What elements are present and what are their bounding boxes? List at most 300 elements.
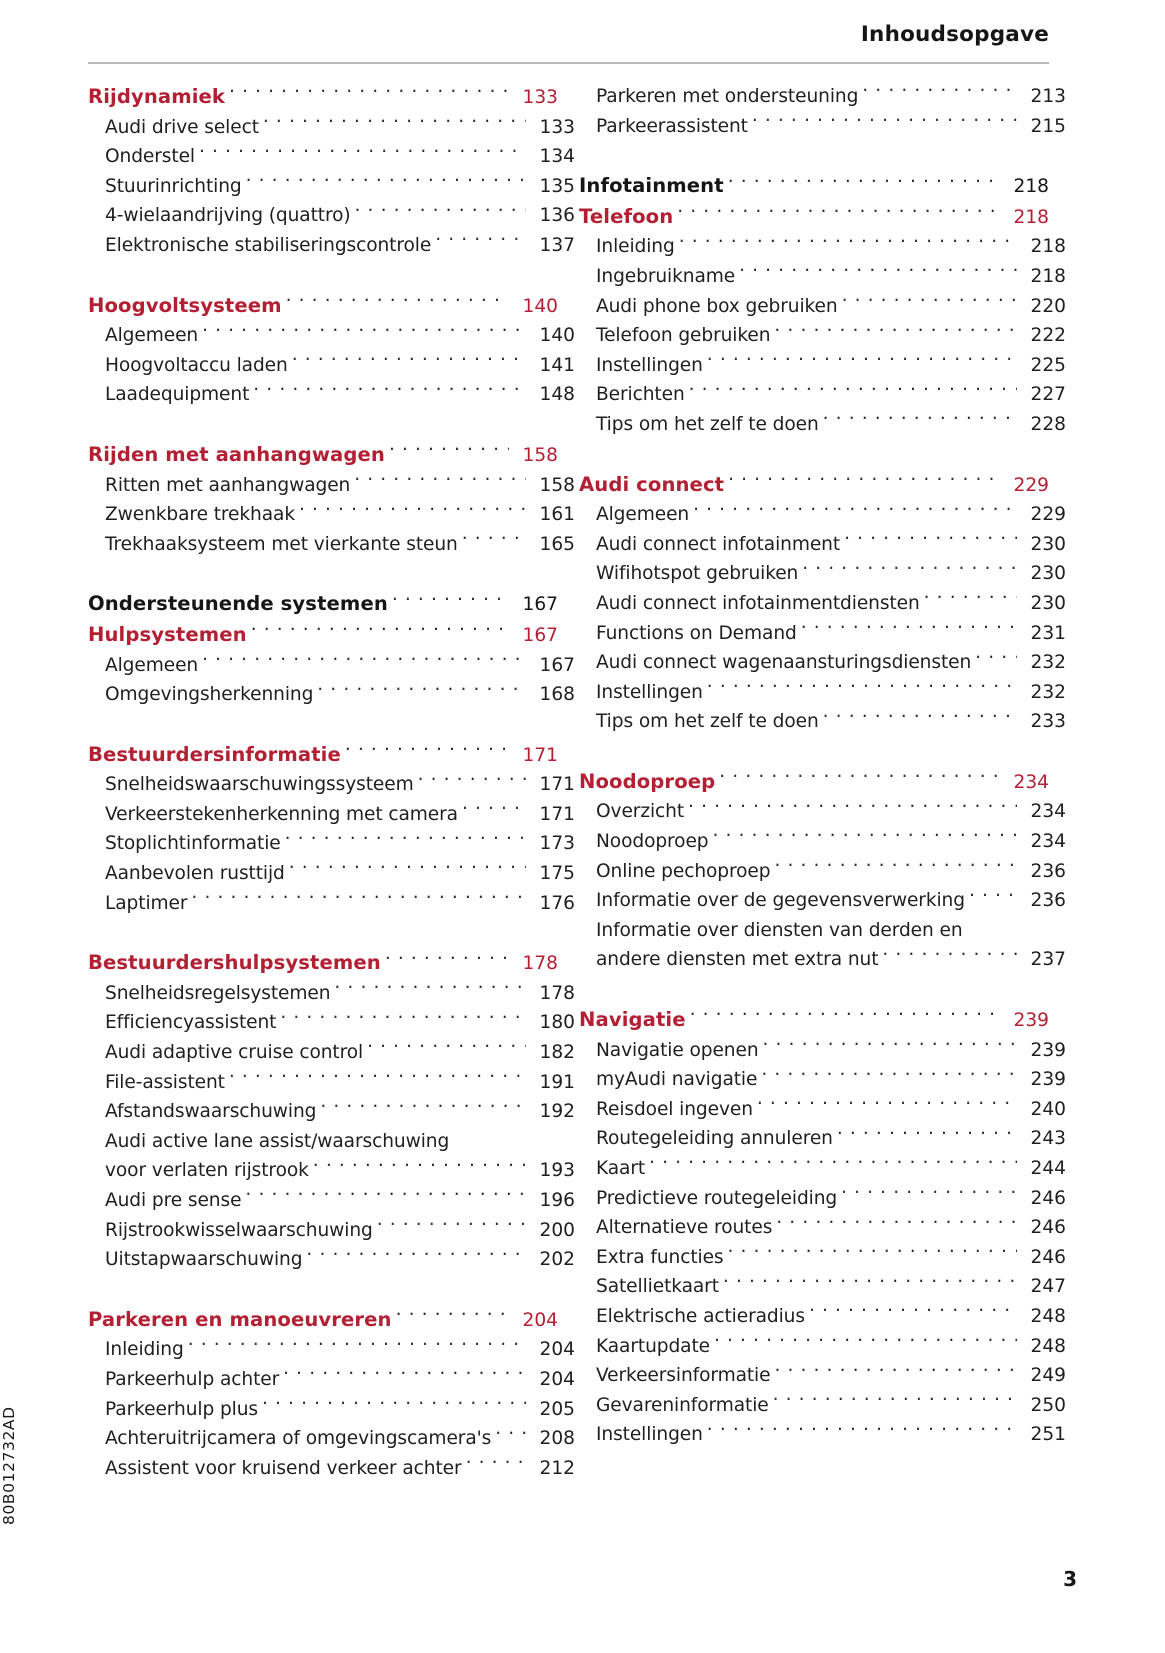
toc-entry[interactable] <box>579 1124 1066 1154</box>
toc-entry[interactable] <box>579 797 1066 827</box>
toc-leader-dots <box>707 1422 1017 1440</box>
toc-entry-page: 171 <box>539 803 575 825</box>
toc-entry-label: Bestuurdersinformatie <box>88 742 341 766</box>
toc-entry[interactable] <box>579 112 1066 142</box>
toc-entry[interactable] <box>579 1420 1066 1450</box>
toc-entry-label: Inleiding <box>596 236 675 258</box>
toc-entry[interactable] <box>88 1216 575 1246</box>
toc-leader-dots <box>292 353 526 371</box>
toc-leader-dots <box>975 650 1017 668</box>
toc-entry-label: Predictieve routegeleiding <box>596 1187 838 1209</box>
toc-entry-page: 220 <box>1030 295 1066 317</box>
toc-entry[interactable] <box>88 530 575 560</box>
toc-entry-label: Informatie over diensten van derden en <box>596 919 963 941</box>
toc-leader-dots <box>679 234 1017 252</box>
toc-entry-page: 202 <box>539 1249 575 1271</box>
toc-entry[interactable] <box>88 1186 575 1216</box>
toc-entry-label: Hulpsystemen <box>88 622 247 646</box>
toc-leader-dots <box>289 861 526 879</box>
toc-leader-dots <box>809 1304 1017 1322</box>
toc-entry[interactable] <box>88 770 575 800</box>
toc-leader-dots <box>841 1186 1017 1204</box>
toc-leader-dots <box>262 1397 526 1415</box>
toc-leader-dots <box>776 1215 1017 1233</box>
toc-entry-page: 243 <box>1030 1128 1066 1150</box>
toc-entry-label: Online pechoproep <box>596 860 771 882</box>
toc-entry[interactable] <box>88 1454 575 1484</box>
toc-entry-label: Algemeen <box>105 325 199 347</box>
toc-entry-label: Onderstel <box>105 146 195 168</box>
toc-leader-dots <box>739 264 1017 282</box>
toc-entry-label: Instellingen <box>596 681 703 703</box>
toc-section-heading[interactable] <box>88 948 558 979</box>
toc-entry[interactable] <box>579 1361 1066 1391</box>
toc-leader-dots <box>707 680 1017 698</box>
toc-entry-label: Zwenkbare trekhaak <box>105 504 295 526</box>
toc-leader-dots <box>462 532 526 550</box>
toc-columns <box>88 82 1066 1483</box>
toc-entry[interactable] <box>579 1272 1066 1302</box>
toc-entry-label: Instellingen <box>596 354 703 376</box>
toc-entry-label: Aanbevolen rusttijd <box>105 863 285 885</box>
toc-entry-page: 246 <box>1030 1187 1066 1209</box>
toc-entry-page: 218 <box>1013 176 1049 198</box>
toc-entry-page: 135 <box>539 175 575 197</box>
toc-entry[interactable] <box>88 1365 575 1395</box>
toc-entry[interactable] <box>88 859 575 889</box>
toc-entry[interactable] <box>88 1008 575 1038</box>
toc-entry-page: 167 <box>539 654 575 676</box>
toc-entry-page: 178 <box>522 953 558 975</box>
toc-section-heading[interactable] <box>579 470 1049 501</box>
toc-entry-wrapped-line1[interactable] <box>88 1127 575 1157</box>
toc-entry-page: 218 <box>1030 236 1066 258</box>
toc-entry[interactable] <box>88 172 575 202</box>
toc-entry-page: 244 <box>1030 1158 1066 1179</box>
toc-leader-dots <box>690 1008 1000 1026</box>
toc-entry-label: Stuurinrichting <box>105 175 242 197</box>
toc-entry[interactable] <box>579 530 1066 560</box>
toc-entry-page: 134 <box>539 146 575 168</box>
toc-entry-wrapped-line2[interactable] <box>88 1156 575 1186</box>
toc-leader-dots <box>723 1274 1017 1292</box>
toc-entry-page: 171 <box>539 774 575 796</box>
block-spacer <box>88 261 558 291</box>
toc-entry-page: 213 <box>1030 86 1066 107</box>
toc-entry[interactable] <box>88 1038 575 1068</box>
toc-entry-label: Ondersteunende systemen <box>88 592 388 616</box>
toc-entry-label: Audi connect wagenaansturingsdiensten <box>596 652 972 674</box>
toc-leader-dots <box>245 1188 526 1206</box>
toc-entry-page: 176 <box>539 892 575 914</box>
toc-entry-page: 248 <box>1030 1335 1066 1357</box>
toc-entry-page: 196 <box>539 1190 575 1211</box>
toc-entry[interactable] <box>579 678 1066 708</box>
toc-entry-page: 236 <box>1030 890 1066 912</box>
toc-entry-page: 137 <box>539 234 575 256</box>
toc-entry-page: 246 <box>1030 1246 1066 1268</box>
toc-entry-label: Navigatie openen <box>596 1039 759 1061</box>
toc-leader-dots <box>714 1334 1017 1352</box>
toc-section-heading[interactable] <box>579 767 1049 798</box>
toc-entry[interactable] <box>88 651 575 681</box>
toc-entry-label: Audi adaptive cruise control <box>105 1042 364 1064</box>
toc-entry-label: Noodoproep <box>596 831 709 853</box>
toc-leader-dots <box>191 891 526 909</box>
toc-entry-label: Parkeerhulp achter <box>105 1368 280 1390</box>
toc-entry-page: 136 <box>539 205 575 227</box>
toc-entry-page: 191 <box>539 1071 575 1093</box>
toc-leader-dots <box>677 205 1000 223</box>
toc-entry-label: Tips om het zelf te doen <box>596 711 819 733</box>
toc-entry[interactable] <box>88 500 575 530</box>
toc-entry-label: Infotainment <box>579 174 724 198</box>
toc-section-heading[interactable] <box>579 202 1049 233</box>
toc-entry-label: Telefoon gebruiken <box>596 325 771 347</box>
toc-entry-page: 180 <box>539 1012 575 1034</box>
toc-entry[interactable] <box>88 113 575 143</box>
toc-entry-page: 193 <box>539 1160 575 1182</box>
toc-entry[interactable] <box>579 559 1066 589</box>
toc-entry-label: File-assistent <box>105 1071 225 1093</box>
toc-entry-page: 237 <box>1030 949 1066 971</box>
block-spacer <box>579 141 1049 171</box>
toc-leader-dots <box>728 174 1000 192</box>
toc-leader-dots <box>774 1363 1017 1381</box>
toc-entry-wrapped-line1[interactable] <box>579 916 1066 946</box>
toc-entry-label: Omgevingsherkenning <box>105 684 314 706</box>
toc-entry-page: 232 <box>1030 652 1066 674</box>
toc-leader-dots <box>924 591 1017 609</box>
toc-entry[interactable] <box>88 142 575 172</box>
toc-entry-page: 165 <box>539 533 575 555</box>
toc-entry[interactable] <box>579 589 1066 619</box>
toc-entry-page: 234 <box>1030 831 1066 853</box>
toc-leader-dots <box>286 294 509 312</box>
toc-entry-label: Ritten met aanhangwagen <box>105 474 351 496</box>
toc-entry-page: 171 <box>522 744 558 766</box>
toc-entry-label: Audi active lane assist/waarschuwing <box>105 1130 450 1152</box>
toc-entry-page: 140 <box>539 325 575 347</box>
toc-entry-page: 229 <box>1013 474 1049 496</box>
toc-section-heading[interactable] <box>88 620 558 651</box>
toc-leader-dots <box>202 653 526 671</box>
toc-entry-page: 246 <box>1030 1217 1066 1239</box>
toc-entry[interactable] <box>88 1335 575 1365</box>
toc-entry-page: 212 <box>539 1457 575 1479</box>
toc-entry[interactable] <box>579 1184 1066 1214</box>
toc-entry-page: 230 <box>1030 533 1066 555</box>
toc-entry[interactable] <box>88 1395 575 1425</box>
toc-entry-label: Hoogvoltsysteem <box>88 293 282 317</box>
toc-entry-page: 239 <box>1013 1010 1049 1032</box>
toc-entry-page: 251 <box>1030 1424 1066 1446</box>
toc-leader-dots <box>774 323 1017 341</box>
toc-entry[interactable] <box>579 321 1066 351</box>
toc-entry-page: 158 <box>539 474 575 496</box>
toc-entry[interactable] <box>579 500 1066 530</box>
toc-entry-label: Uitstapwaarschuwing <box>105 1249 303 1271</box>
toc-entry-label: Elektronische stabiliseringscontrole <box>105 234 432 256</box>
toc-leader-dots <box>689 382 1017 400</box>
toc-entry-label: Audi phone box gebruiken <box>596 295 838 317</box>
toc-leader-dots <box>229 85 509 103</box>
toc-entry[interactable] <box>579 380 1066 410</box>
toc-leader-dots <box>801 621 1017 639</box>
toc-entry-label: Verkeersinformatie <box>596 1365 771 1387</box>
toc-entry-page: 204 <box>539 1368 575 1390</box>
block-spacer <box>579 737 1049 767</box>
toc-entry-label: Informatie over de gegevensverwerking <box>596 890 965 912</box>
toc-entry-label: Rijstrookwisselwaarschuwing <box>105 1219 373 1241</box>
toc-entry-label: Routegeleiding annuleren <box>596 1128 833 1150</box>
toc-leader-dots <box>774 859 1017 877</box>
toc-entry[interactable] <box>579 1302 1066 1332</box>
toc-leader-dots <box>719 770 1000 788</box>
toc-entry-page: 248 <box>1030 1305 1066 1327</box>
toc-entry[interactable] <box>88 1068 575 1098</box>
toc-entry-page: 167 <box>522 594 558 616</box>
toc-entry[interactable] <box>579 1213 1066 1243</box>
toc-column-left <box>88 82 575 1483</box>
toc-section-heading[interactable] <box>88 291 558 322</box>
toc-entry-page: 208 <box>539 1428 575 1450</box>
toc-entry-page: 250 <box>1030 1394 1066 1416</box>
toc-leader-dots <box>418 772 526 790</box>
toc-leader-dots <box>263 115 526 133</box>
header-divider <box>88 62 1049 64</box>
toc-entry-label: Alternatieve routes <box>596 1217 773 1239</box>
toc-entry[interactable] <box>88 231 575 261</box>
toc-entry[interactable] <box>579 232 1066 262</box>
toc-entry[interactable] <box>579 292 1066 322</box>
toc-entry-label: Gevareninformatie <box>596 1394 769 1416</box>
toc-entry-page: 249 <box>1030 1365 1066 1387</box>
toc-entry[interactable] <box>579 857 1066 887</box>
toc-entry-label: Audi connect <box>579 472 725 496</box>
toc-entry[interactable] <box>579 1243 1066 1273</box>
toc-entry[interactable] <box>88 680 575 710</box>
toc-entry-page: 239 <box>1030 1069 1066 1091</box>
toc-section-heading[interactable] <box>88 82 558 113</box>
toc-leader-dots <box>385 951 509 969</box>
toc-entry[interactable] <box>579 827 1066 857</box>
toc-entry-page: 230 <box>1030 592 1066 614</box>
toc-entry[interactable] <box>579 262 1066 292</box>
toc-leader-dots <box>495 1426 526 1444</box>
block-spacer <box>88 710 558 740</box>
block-spacer <box>88 559 558 589</box>
toc-entry-page: 148 <box>539 384 575 406</box>
toc-entry-page: 239 <box>1030 1039 1066 1061</box>
toc-entry-label: Parkeerhulp plus <box>105 1398 259 1420</box>
toc-entry-page: 232 <box>1030 681 1066 703</box>
toc-entry-page: 228 <box>1030 413 1066 435</box>
toc-leader-dots <box>763 1038 1017 1056</box>
toc-entry[interactable] <box>579 82 1066 112</box>
toc-leader-dots <box>967 918 1017 936</box>
toc-leader-dots <box>313 1158 526 1176</box>
block-spacer <box>579 975 1049 1005</box>
toc-entry-wrapped-line2[interactable] <box>579 945 1066 975</box>
toc-entry-label: andere diensten met extra nut <box>596 949 879 971</box>
toc-entry-page: 175 <box>539 863 575 885</box>
toc-entry-label: Telefoon <box>579 204 674 228</box>
toc-leader-dots <box>334 981 526 999</box>
toc-leader-dots <box>320 1099 526 1117</box>
toc-entry-page: 133 <box>539 116 575 138</box>
toc-entry-page: 173 <box>539 833 575 855</box>
toc-group-heading[interactable] <box>88 589 558 620</box>
toc-leader-dots <box>842 294 1017 312</box>
toc-entry[interactable] <box>88 889 575 919</box>
toc-leader-dots <box>367 1040 526 1058</box>
toc-leader-dots <box>389 443 509 461</box>
toc-leader-dots <box>823 709 1017 727</box>
block-spacer <box>88 918 558 948</box>
toc-entry[interactable] <box>88 321 575 351</box>
toc-leader-dots <box>802 561 1017 579</box>
toc-leader-dots <box>251 623 509 641</box>
toc-section-heading[interactable] <box>88 740 558 771</box>
toc-entry[interactable] <box>88 1424 575 1454</box>
toc-entry-label: Laptimer <box>105 892 188 914</box>
toc-entry-label: 4-wielaandrijving (quattro) <box>105 205 351 227</box>
toc-section-heading[interactable] <box>88 1305 558 1336</box>
toc-leader-dots <box>396 1308 509 1326</box>
toc-entry-label: Kaartupdate <box>596 1335 711 1357</box>
toc-entry-page: 218 <box>1013 206 1049 228</box>
block-spacer <box>88 410 558 440</box>
toc-leader-dots <box>466 1456 526 1474</box>
toc-section-heading[interactable] <box>579 1005 1049 1036</box>
toc-entry-page: 234 <box>1013 771 1049 793</box>
toc-entry[interactable] <box>579 1065 1066 1095</box>
toc-entry-page: 218 <box>1030 265 1066 287</box>
toc-entry-label: Rijdynamiek <box>88 85 226 108</box>
toc-entry[interactable] <box>579 648 1066 678</box>
toc-leader-dots <box>280 1010 526 1028</box>
block-spacer <box>579 440 1049 470</box>
toc-entry[interactable] <box>579 707 1066 737</box>
toc-entry[interactable] <box>88 1245 575 1275</box>
toc-entry-label: Functions on Demand <box>596 622 797 644</box>
toc-entry-label: Verkeerstekenherkenning met camera <box>105 803 458 825</box>
toc-leader-dots <box>253 382 526 400</box>
toc-entry[interactable] <box>579 410 1066 440</box>
toc-leader-dots <box>882 947 1017 965</box>
toc-entry-page: 204 <box>539 1339 575 1361</box>
toc-entry[interactable] <box>579 1391 1066 1421</box>
toc-entry-label: Ingebruikname <box>596 265 736 287</box>
toc-leader-dots <box>435 233 526 251</box>
toc-entry[interactable] <box>88 471 575 501</box>
toc-entry-label: Assistent voor kruisend verkeer achter <box>105 1457 462 1479</box>
toc-leader-dots <box>306 1247 526 1265</box>
toc-entry-label: Extra functies <box>596 1246 724 1268</box>
toc-leader-dots <box>229 1070 526 1088</box>
toc-entry[interactable] <box>579 1154 1066 1184</box>
toc-entry-page: 133 <box>522 87 558 108</box>
toc-entry-label: Audi connect infotainment <box>596 533 841 555</box>
toc-leader-dots <box>761 1067 1017 1085</box>
toc-entry-page: 205 <box>539 1398 575 1420</box>
toc-leader-dots <box>453 1129 526 1147</box>
page-header <box>88 24 1049 46</box>
toc-entry-page: 168 <box>539 684 575 706</box>
toc-leader-dots <box>355 203 526 221</box>
toc-leader-dots <box>462 802 526 820</box>
toc-entry-page: 200 <box>539 1219 575 1241</box>
toc-entry[interactable] <box>579 1332 1066 1362</box>
toc-entry-label: Snelheidsregelsystemen <box>105 982 331 1004</box>
toc-entry[interactable] <box>88 201 575 231</box>
toc-entry-page: 234 <box>1030 801 1066 823</box>
toc-entry-label: Tips om het zelf te doen <box>596 413 819 435</box>
toc-leader-dots <box>713 829 1018 847</box>
toc-leader-dots <box>862 84 1017 102</box>
toc-entry-label: Algemeen <box>105 654 199 676</box>
toc-entry[interactable] <box>88 800 575 830</box>
toc-leader-dots <box>752 114 1017 132</box>
toc-entry-page: 247 <box>1030 1276 1066 1298</box>
toc-leader-dots <box>202 323 526 341</box>
toc-entry-page: 231 <box>1030 622 1066 644</box>
toc-entry-label: Instellingen <box>596 1424 703 1446</box>
toc-leader-dots <box>354 473 526 491</box>
toc-entry-page: 204 <box>522 1309 558 1331</box>
toc-leader-dots <box>285 831 526 849</box>
toc-entry-label: Satellietkaart <box>596 1276 719 1298</box>
toc-entry[interactable] <box>579 886 1066 916</box>
toc-entry[interactable] <box>88 1097 575 1127</box>
toc-entry[interactable] <box>88 380 575 410</box>
toc-leader-dots <box>199 144 526 162</box>
toc-entry[interactable] <box>88 979 575 1009</box>
toc-leader-dots <box>299 502 526 520</box>
toc-group-heading[interactable] <box>579 171 1049 202</box>
toc-entry-label: Reisdoel ingeven <box>596 1098 753 1120</box>
toc-entry-label: Snelheidswaarschuwingssysteem <box>105 774 414 796</box>
toc-entry-page: 161 <box>539 504 575 526</box>
toc-leader-dots <box>688 799 1017 817</box>
toc-entry[interactable] <box>579 1095 1066 1125</box>
toc-entry[interactable] <box>88 829 575 859</box>
toc-entry-label: Hoogvoltaccu laden <box>105 354 288 376</box>
toc-entry[interactable] <box>579 619 1066 649</box>
toc-entry-label: Bestuurdershulpsystemen <box>88 951 381 975</box>
toc-entry-label: Elektrische actieradius <box>596 1305 805 1327</box>
toc-entry-label: Audi connect infotainmentdiensten <box>596 592 920 614</box>
toc-leader-dots <box>823 412 1017 430</box>
toc-leader-dots <box>728 1245 1017 1263</box>
toc-entry[interactable] <box>88 351 575 381</box>
toc-entry[interactable] <box>579 351 1066 381</box>
toc-entry-label: Berichten <box>596 384 685 406</box>
block-spacer <box>88 1275 558 1305</box>
toc-entry-page: 141 <box>539 354 575 376</box>
toc-entry[interactable] <box>579 1036 1066 1066</box>
toc-entry-label: Inleiding <box>105 1339 184 1361</box>
page-title: Inhoudsopgave <box>860 22 1049 47</box>
toc-entry-label: Audi drive select <box>105 116 259 138</box>
toc-leader-dots <box>707 353 1017 371</box>
toc-entry-page: 227 <box>1030 384 1066 406</box>
toc-entry-label: Laadequipment <box>105 384 250 406</box>
toc-entry-page: 215 <box>1030 115 1066 137</box>
toc-section-heading[interactable] <box>88 440 558 471</box>
toc-entry-label: Noodoproep <box>579 769 716 793</box>
